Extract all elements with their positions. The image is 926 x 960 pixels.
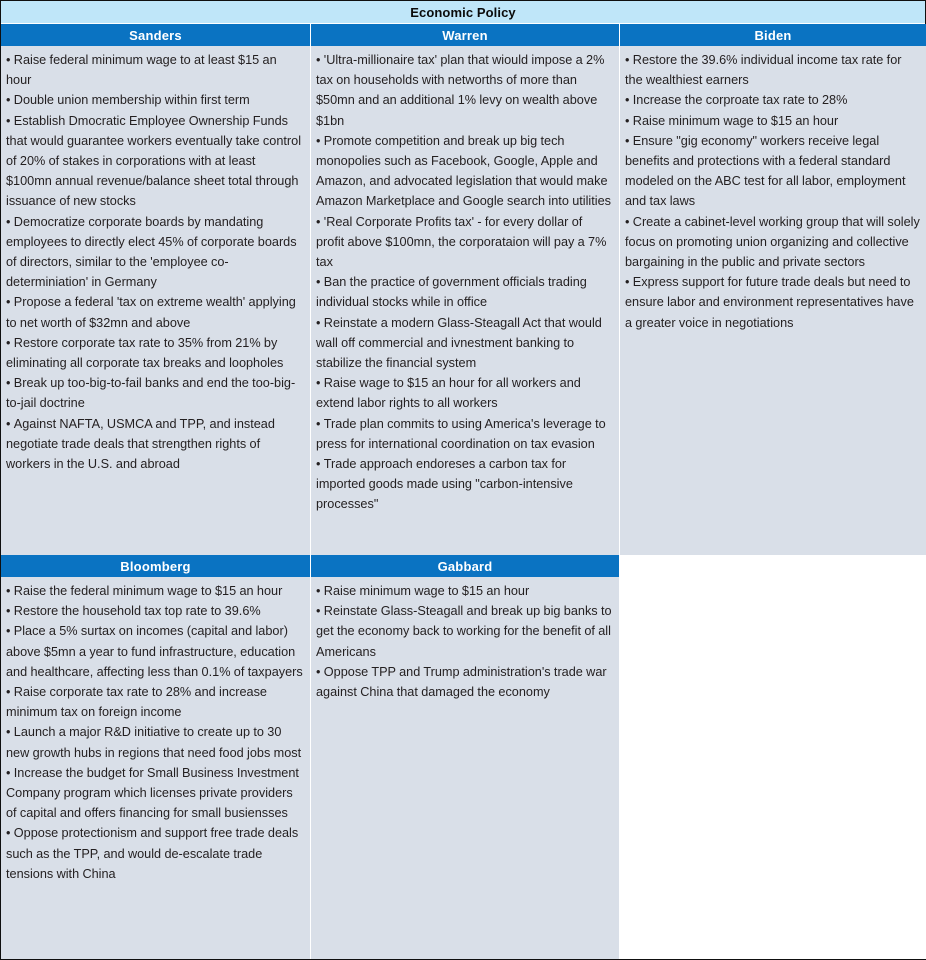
header-cell-sanders [1, 24, 310, 46]
page-title: Economic Policy [410, 4, 516, 20]
policy-bullet: • Launch a major R&D initiative to create up to 30 new growth hubs in regions that need food jobs most [6, 722, 304, 762]
header-row-bottom [1, 555, 925, 577]
body-cell-sanders [1, 46, 310, 555]
header-row-top [1, 24, 925, 46]
policy-list-biden [625, 50, 920, 333]
policy-bullet: • Create a cabinet-level working group that will solely focus on promoting union organizing and collective bargaining in the public and private sectors [625, 212, 920, 273]
policy-bullet: • Raise corporate tax rate to 28% and increase minimum tax on foreign income [6, 682, 304, 722]
table-section-top [1, 24, 925, 555]
policy-bullet: • Break up too-big-to-fail banks and end the too-big-to-jail doctrine [6, 373, 304, 413]
policy-bullet: • Raise wage to $15 an hour for all workers and extend labor rights to all workers [316, 373, 613, 413]
header-cell-biden [620, 24, 926, 46]
policy-bullet: • Reinstate a modern Glass-Steagall Act that would wall off commercial and ivnestment banking to stabilize the financial system [316, 313, 613, 374]
header-cell-bloomberg [1, 555, 310, 577]
policy-bullet: • Oppose TPP and Trump administration's trade war against China that damaged the economy [316, 662, 613, 702]
policy-bullet: • 'Real Corporate Profits tax' - for every dollar of profit above $100mn, the corporataion will pay a 7% tax [316, 212, 613, 273]
policy-bullet: • Ban the practice of government officials trading individual stocks while in office [316, 272, 613, 312]
policy-bullet: • Ensure "gig economy" workers receive legal benefits and protections with a federal standard modeled on the ABC test for all labor, employment and tax laws [625, 131, 920, 212]
body-cell-bloomberg [1, 577, 310, 959]
header-cell-empty [620, 555, 926, 577]
policy-bullet: • Raise federal minimum wage to at least $15 an hour [6, 50, 304, 90]
body-cell-biden [620, 46, 926, 555]
policy-bullet: • Oppose protectionism and support free trade deals such as the TPP, and would de-escalate trade tensions with China [6, 823, 304, 884]
policy-bullet: • Raise minimum wage to $15 an hour [316, 581, 613, 601]
policy-bullet: • Reinstate Glass-Steagall and break up big banks to get the economy back to working for the benefit of all Americans [316, 601, 613, 662]
policy-bullet: • 'Ultra-millionaire tax' plan that wiould impose a 2% tax on households with networths of more than $50mn and an additional 1% levy on wealth above $1bn [316, 50, 613, 131]
policy-bullet: • Raise the federal minimum wage to $15 an hour [6, 581, 304, 601]
policy-list-sanders [6, 50, 304, 474]
body-cell-warren [311, 46, 619, 555]
body-cell-gabbard [311, 577, 619, 959]
policy-bullet: • Restore the household tax top rate to 39.6% [6, 601, 304, 621]
policy-bullet: • Place a 5% surtax on incomes (capital and labor) above $5mn a year to fund infrastructure, education and healthcare, affecting less than 0.1% of taxpayers [6, 621, 304, 682]
policy-bullet: • Trade plan commits to using America's leverage to press for international coordination on tax evasion [316, 414, 613, 454]
body-row-top [1, 46, 925, 555]
policy-bullet: • Establish Dmocratic Employee Ownership Funds that would guarantee workers eventually take control of 20% of stakes in corporations with at least $100mn annual revenue/balance sheet total through issuance of new stocks [6, 111, 304, 212]
table-section-bottom [1, 555, 925, 959]
policy-bullet: • Propose a federal 'tax on extreme wealth' applying to net worth of $32mn and above [6, 292, 304, 332]
table-title-bar [1, 1, 925, 24]
header-cell-warren [311, 24, 619, 46]
policy-bullet: • Restore corporate tax rate to 35% from 21% by eliminating all corporate tax breaks and loopholes [6, 333, 304, 373]
policy-bullet: • Express support for future trade deals but need to ensure labor and environment representatives have a greater voice in negotiations [625, 272, 920, 333]
header-cell-gabbard [311, 555, 619, 577]
policy-bullet: • Increase the corproate tax rate to 28% [625, 90, 920, 110]
header-label-gabbard: Gabbard [437, 558, 493, 574]
policy-list-bloomberg [6, 581, 304, 884]
policy-bullet: • Trade approach endoreses a carbon tax for imported goods made using "carbon-intensive processes" [316, 454, 613, 515]
header-label-bloomberg: Bloomberg [120, 558, 191, 574]
policy-list-gabbard [316, 581, 613, 702]
header-label-biden: Biden [754, 27, 792, 43]
header-label-warren: Warren [442, 27, 488, 43]
header-label-sanders: Sanders [129, 27, 182, 43]
policy-bullet: • Democratize corporate boards by mandating employees to directly elect 45% of corporate boards of directors, similar to the 'employee co-determiniation' in Germany [6, 212, 304, 293]
policy-bullet: • Raise minimum wage to $15 an hour [625, 111, 920, 131]
body-row-bottom [1, 577, 925, 959]
body-cell-empty [620, 577, 926, 959]
policy-bullet: • Double union membership within first term [6, 90, 304, 110]
policy-bullet: • Against NAFTA, USMCA and TPP, and instead negotiate trade deals that strengthen rights of workers in the U.S. and abroad [6, 414, 304, 475]
policy-bullet: • Promote competition and break up big tech monopolies such as Facebook, Google, Apple and Amazon, and advocated legislation that would make Amazon Marketplace and Google search into utilities [316, 131, 613, 212]
policy-bullet: • Restore the 39.6% individual income tax rate for the wealthiest earners [625, 50, 920, 90]
policy-bullet: • Increase the budget for Small Business Investment Company program which licenses private providers of capital and offers financing for small busiensses [6, 763, 304, 824]
policy-list-warren [316, 50, 613, 515]
